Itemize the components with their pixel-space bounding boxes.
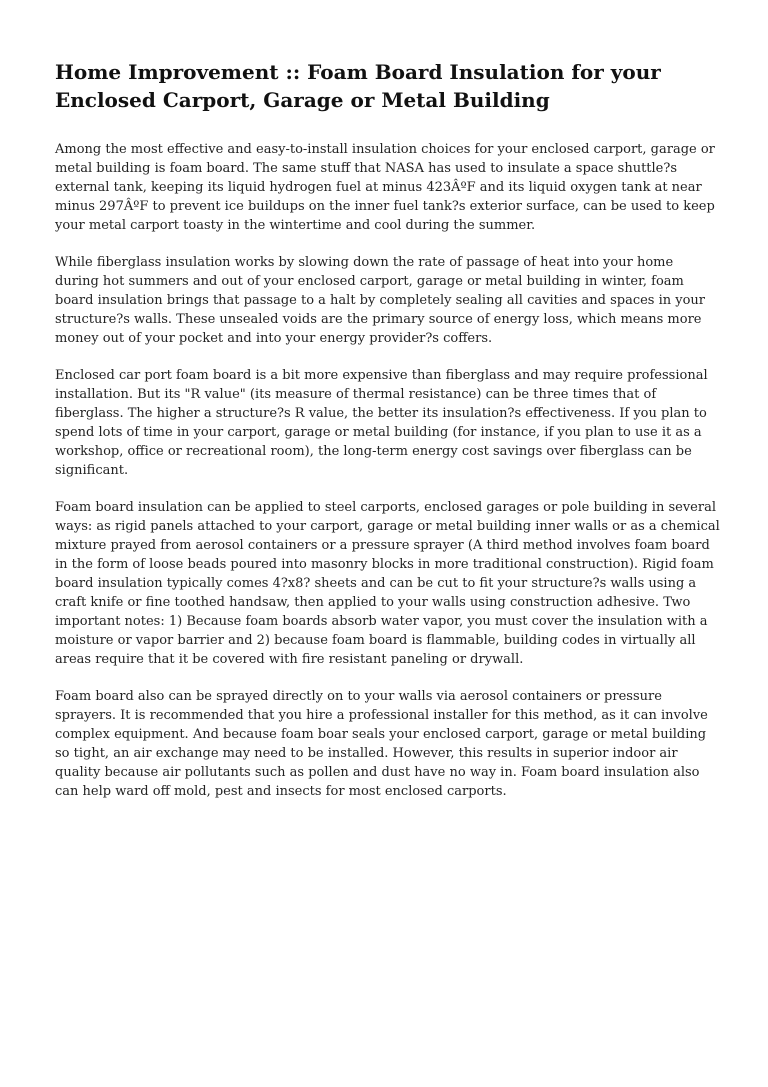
paragraph-spray-foam: Foam board also can be sprayed directly on to your walls via aerosol containers or pressure sprayers. It is recommended that you hire a professional installer for this method, as it can involve complex equipment. And because foam boar seals your enclosed carport, garage or metal building so tight, an air exchange may need to be installed. However, this results in superior indoor air quality because air pollutants such as pollen and dust have no way in. Foam board insulation also can help ward off mold, pest and insects for most enclosed carports. xyxy=(55,689,708,799)
document-title: Home Improvement :: Foam Board Insulation for your Enclosed Carport, Garage or Metal Building xyxy=(55,60,661,112)
paragraph-r-value: Enclosed car port foam board is a bit more expensive than fiberglass and may require professional installation. But its "R value" (its measure of thermal resistance) can be three times that of fiberglass. The higher a structure?s R value, the better its insulation?s effectiveness. If you plan to spend lots of time in your carport, garage or metal building (for instance, if you plan to use it as a workshop, office or recreational room), the long-term energy cost savings over fiberglass can be significant. xyxy=(55,368,708,478)
paragraph-application-methods: Foam board insulation can be applied to steel carports, enclosed garages or pole building in several ways: as rigid panels attached to your carport, garage or metal building inner walls or as a chemical mixture prayed from aerosol containers or a pressure sprayer (A third method involves foam board in the form of loose beads poured into masonry blocks in more traditional construction). Rigid foam board insulation typically comes 4?x8? sheets and can be cut to fit your structure?s walls using a craft knife or fine toothed handsaw, then applied to your walls using construction adhesive. Two important notes: 1) Because foam boards absorb water vapor, you must cover the insulation with a moisture or vapor barrier and 2) because foam board is flammable, building codes in virtually all areas require that it be covered with fire resistant paneling or drywall. xyxy=(55,500,720,667)
document-page xyxy=(55,58,720,819)
paragraph-foam-board-intro: Among the most effective and easy-to-install insulation choices for your enclosed carport, garage or metal building is foam board. The same stuff that NASA has used to insulate a space shuttle?s external tank, keeping its liquid hydrogen fuel at minus 423ÂºF and its liquid oxygen tank at near minus 297ÂºF to prevent ice buildups on the inner fuel tank?s exterior surface, can be used to keep your metal carport toasty in the wintertime and cool during the summer. xyxy=(55,142,715,233)
paragraph-fiberglass-comparison: While fiberglass insulation works by slowing down the rate of passage of heat into your home during hot summers and out of your enclosed carport, garage or metal building in winter, foam board insulation brings that passage to a halt by completely sealing all cavities and spaces in your structure?s walls. These unsealed voids are the primary source of energy loss, which means more money out of your pocket and into your energy provider?s coffers. xyxy=(55,255,706,346)
